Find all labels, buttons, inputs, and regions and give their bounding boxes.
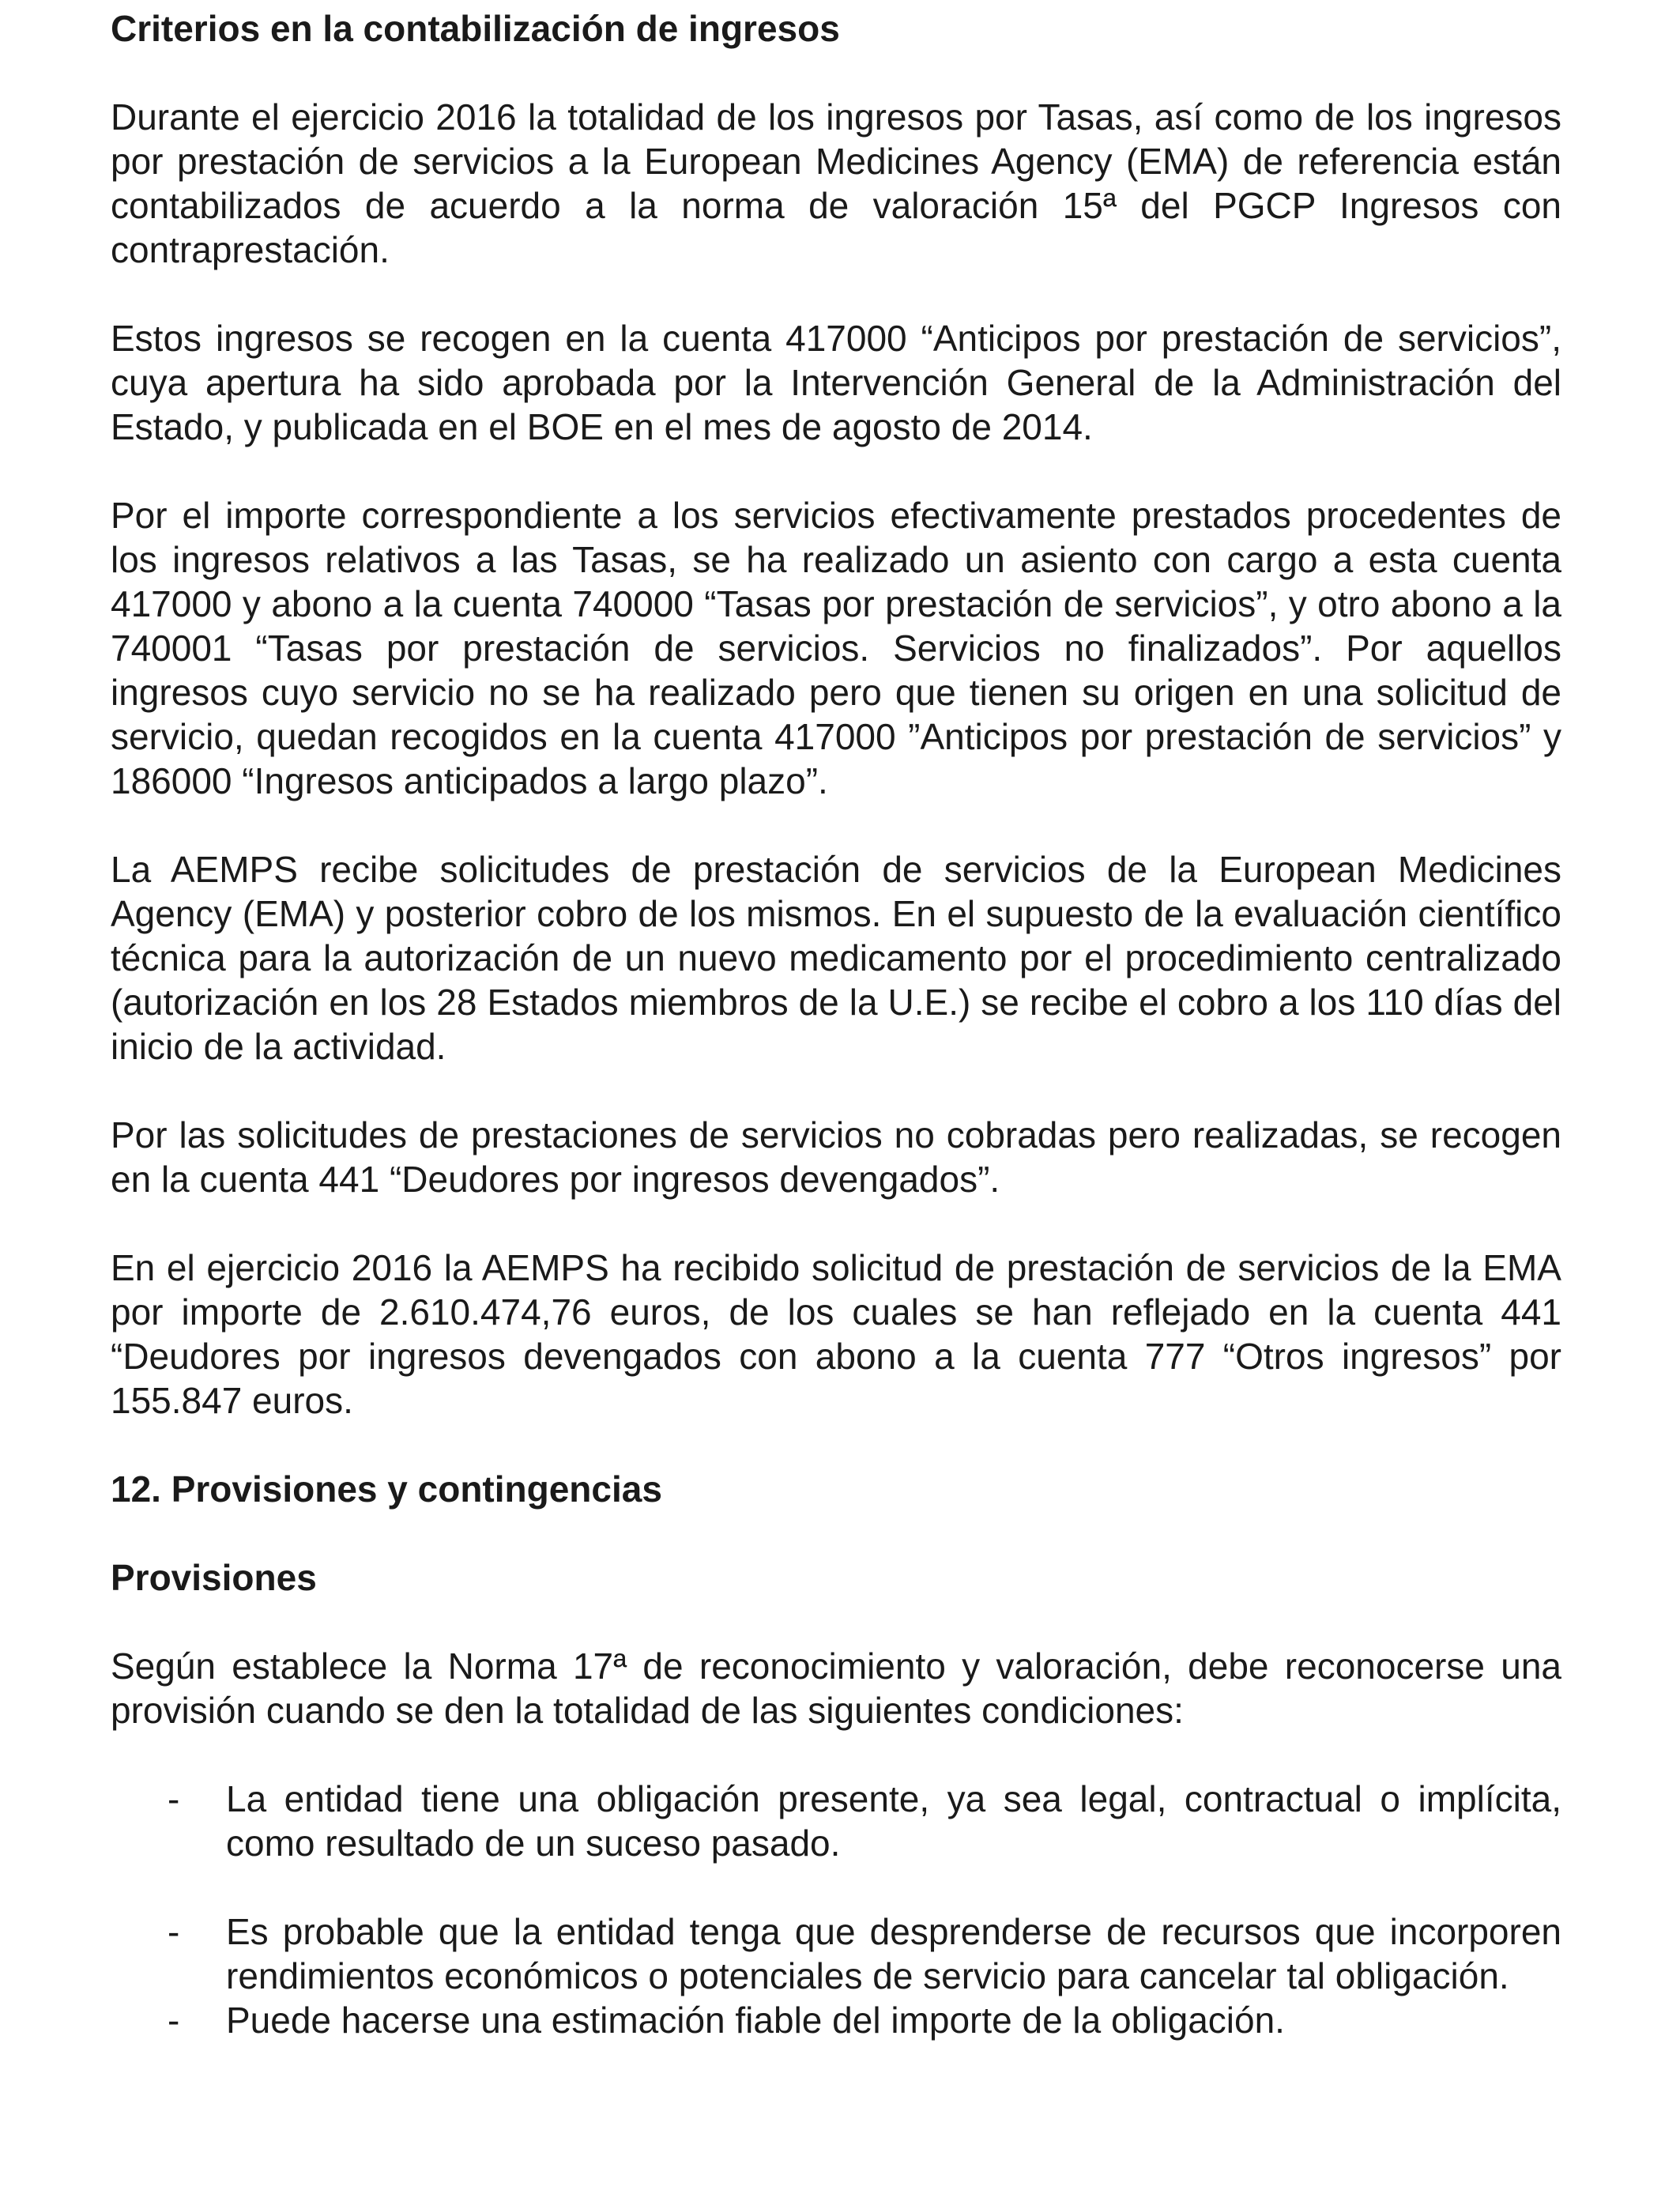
list-item-text: Puede hacerse una estimación fiable del importe de la obligación.: [226, 2000, 1285, 2041]
document-page: [111, 6, 1561, 2042]
subsection-heading-provisiones: Provisiones: [111, 1557, 317, 1598]
section-heading-criterios: Criterios en la contabilización de ingresos: [111, 8, 840, 49]
paragraph-aemps-ema: La AEMPS recibe solicitudes de prestación de servicios de la European Medicines Agency (EMA) y posterior cobro de los mismos. En el supuesto de la evaluación científico técnica para la autorización de un nuevo medicamento por el procedimiento centralizado (autorización en los 28 Estados miembros de la U.E.) se recibe el cobro a los 110 días del inicio de la actividad.: [111, 849, 1561, 1067]
paragraph-cuenta-441: Por las solicitudes de prestaciones de servicios no cobradas pero realizadas, se recogen en la cuenta 441 “Deudores por ingresos devengados”.: [111, 1114, 1561, 1200]
conditions-list: [111, 1777, 1561, 2042]
list-item-text: La entidad tiene una obligación presente, ya sea legal, contractual o implícita, como resultado de un suceso pasado.: [226, 1778, 1561, 1864]
paragraph-cuenta-417000: Estos ingresos se recogen en la cuenta 417000 “Anticipos por prestación de servicios”, cuya apertura ha sido aprobada por la Intervención General de la Administración del Estado, y publicada en el BOE en el mes de agosto de 2014.: [111, 318, 1561, 447]
bullet-dash: -: [168, 1778, 180, 1819]
paragraph-norma-17: Según establece la Norma 17ª de reconocimiento y valoración, debe reconocerse una provisión cuando se den la totalidad de las siguientes condiciones:: [111, 1646, 1561, 1731]
paragraph-ejercicio-2016: En el ejercicio 2016 la AEMPS ha recibido solicitud de prestación de servicios de la EMA por importe de 2.610.474,76 euros, de los cuales se han reflejado en la cuenta 441 “Deudores por ingresos devengados con abono a la cuenta 777 “Otros ingresos” por 155.847 euros.: [111, 1247, 1561, 1421]
paragraph-importe-tasas: Por el importe correspondiente a los servicios efectivamente prestados procedentes de los ingresos relativos a las Tasas, se ha realizado un asiento con cargo a esta cuenta 417000 y abono a la cuenta 740000 “Tasas por prestación de servicios”, y otro abono a la 740001 “Tasas por prestación de servicios. Servicios no finalizados”. Por aquellos ingresos cuyo servicio no se ha realizado pero que tienen su origen en una solicitud de servicio, quedan recogidos en la cuenta 417000 ”Anticipos por prestación de servicios” y 186000 “Ingresos anticipados a largo plazo”.: [111, 495, 1561, 801]
list-item: [111, 1777, 1561, 1865]
bullet-dash: -: [168, 1911, 180, 1952]
list-item: [111, 1909, 1561, 1998]
paragraph-ingresos-2016: Durante el ejercicio 2016 la totalidad de los ingresos por Tasas, así como de los ingresos por prestación de servicios a la European Medicines Agency (EMA) de referencia están contabilizados de acuerdo a la norma de valoración 15ª del PGCP Ingresos con contraprestación.: [111, 96, 1561, 270]
list-item: [111, 1998, 1561, 2042]
section-heading-provisiones-contingencias: 12. Provisiones y contingencias: [111, 1468, 662, 1510]
list-item-text: Es probable que la entidad tenga que desprenderse de recursos que incorporen rendimientos económicos o potenciales de servicio para cancelar tal obligación.: [226, 1911, 1561, 1996]
bullet-dash: -: [168, 2000, 180, 2041]
